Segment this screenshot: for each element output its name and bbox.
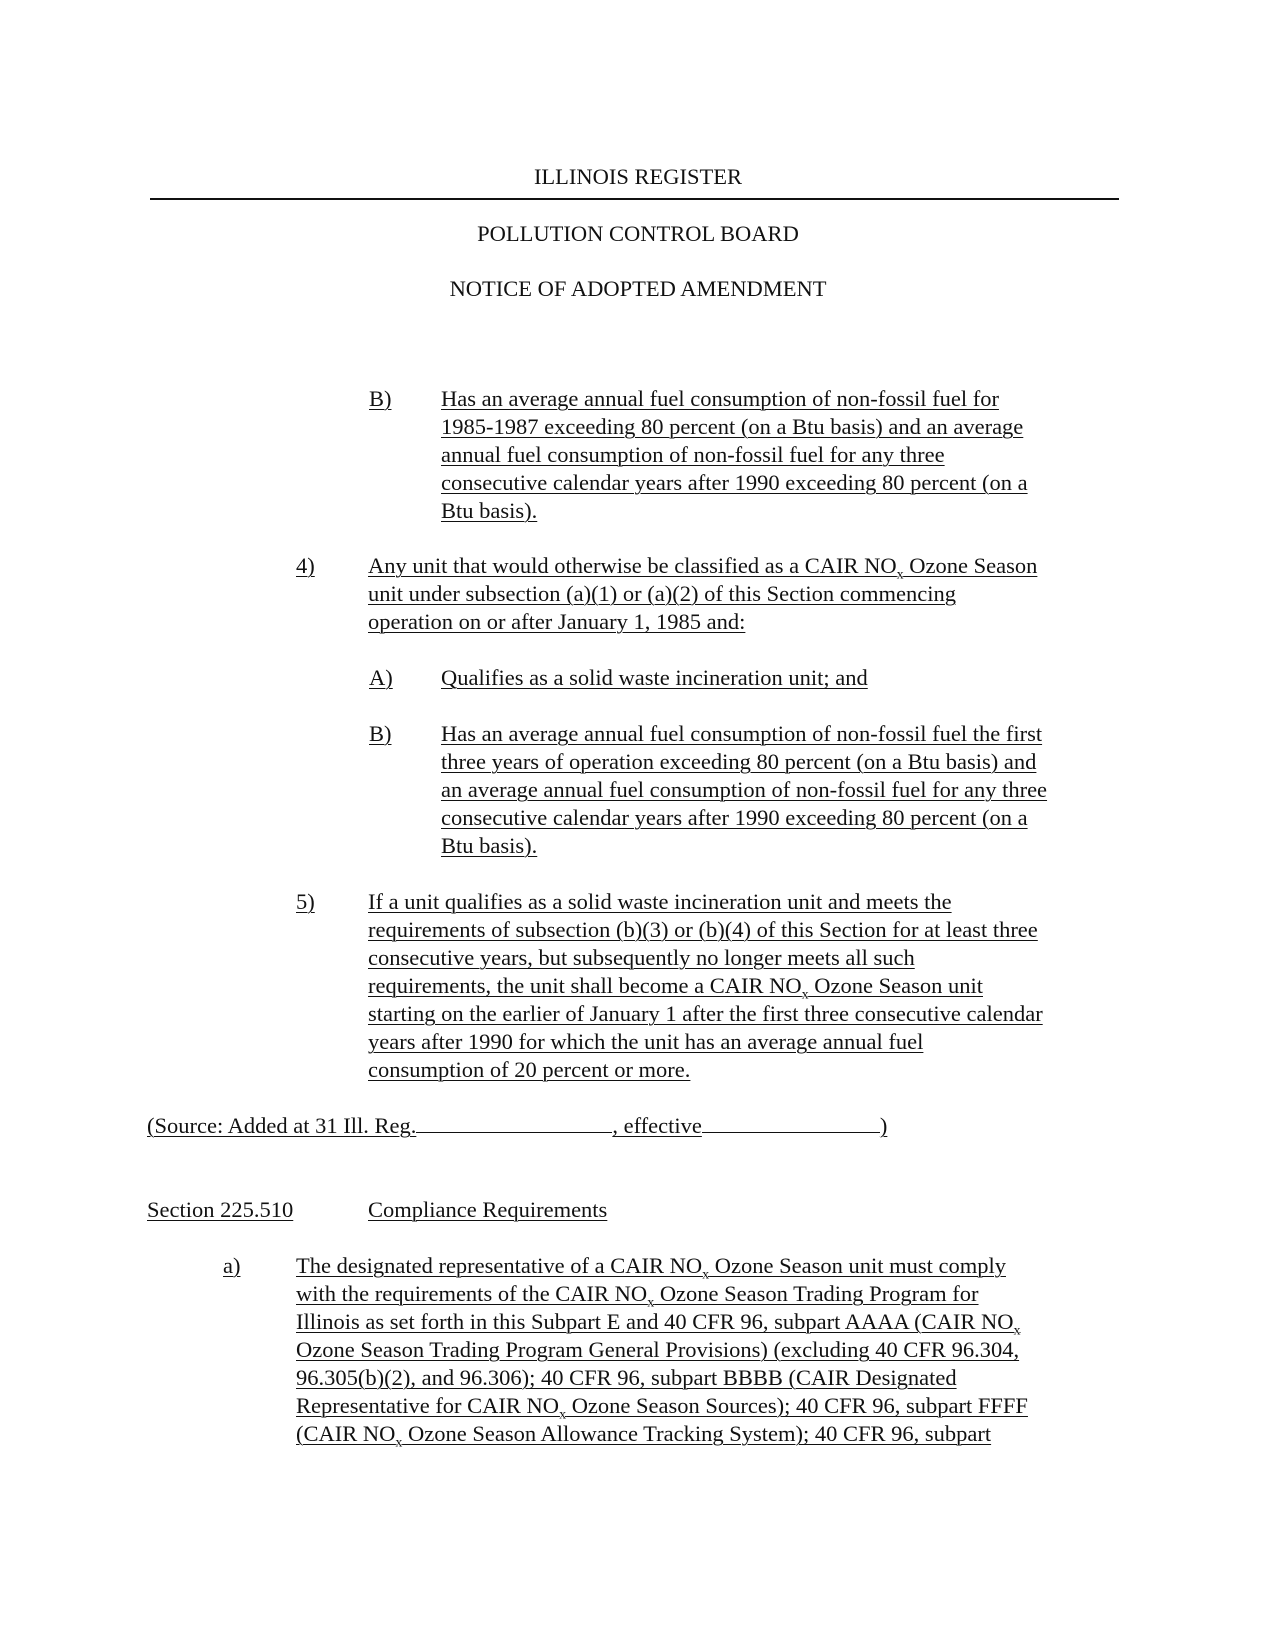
source-middle: , effective [612, 1113, 702, 1138]
blank-field [416, 1112, 612, 1133]
text-line: If a unit qualifies as a solid waste incineration unit and meets the [368, 889, 952, 914]
source-prefix: (Source: Added at 31 Ill. Reg. [147, 1113, 417, 1138]
text-line: unit under subsection (a)(1) or (a)(2) of this Section commencing [368, 581, 956, 606]
item-label: a) [223, 1253, 241, 1278]
text-fragment: Illinois as set forth in this Subpart E and 40 CFR 96, subpart AAAA (CAIR NO [296, 1309, 1014, 1334]
text-fragment: Ozone Season Sources); 40 CFR 96, subpart FFFF [566, 1393, 1028, 1418]
subscript: x [559, 1407, 567, 1423]
text-line: operation on or after January 1, 1985 and: [368, 609, 746, 634]
text-fragment: Any unit that would otherwise be classified as a CAIR NO [368, 553, 897, 578]
header-rule [150, 198, 1119, 200]
text-line [368, 972, 983, 1003]
subscript: x [896, 567, 904, 583]
text-line: consumption of 20 percent or more. [368, 1057, 691, 1082]
text-fragment: Representative for CAIR NO [296, 1393, 560, 1418]
text-line: years after 1990 for which the unit has an average annual fuel [368, 1029, 924, 1054]
source-end: ) [879, 1113, 888, 1138]
text-line [368, 552, 1038, 583]
text-line: three years of operation exceeding 80 percent (on a Btu basis) and [441, 749, 1037, 774]
text-fragment: requirements, the unit shall become a CAIR NO [368, 973, 802, 998]
text-fragment: Ozone Season [903, 553, 1038, 578]
text-line: 1985-1987 exceeding 80 percent (on a Btu basis) and an average [441, 414, 1024, 439]
item-label: B) [369, 721, 392, 746]
text-fragment: Ozone Season Allowance Tracking System); 40 CFR 96, subpart [402, 1421, 992, 1446]
notice-title: NOTICE OF ADOPTED AMENDMENT [449, 276, 827, 301]
text-line [296, 1308, 1021, 1339]
text-fragment: Ozone Season Trading Program for [654, 1281, 979, 1306]
text-fragment: The designated representative of a CAIR NO [296, 1253, 703, 1278]
text-line: annual fuel consumption of non-fossil fuel for any three [441, 442, 945, 467]
text-line [296, 1420, 992, 1451]
subscript: x [801, 987, 809, 1003]
text-line: Has an average annual fuel consumption of non-fossil fuel for [441, 386, 999, 411]
subscript: x [702, 1267, 710, 1283]
text-fragment: Ozone Season unit [808, 973, 983, 998]
text-line: consecutive calendar years after 1990 exceeding 80 percent (on a [441, 805, 1028, 830]
text-line: Btu basis). [441, 833, 538, 858]
subscript: x [1013, 1323, 1021, 1339]
text-fragment: (CAIR NO [296, 1421, 396, 1446]
section-number: Section 225.510 [147, 1197, 294, 1222]
text-line: requirements of subsection (b)(3) or (b)(4) of this Section for at least three [368, 917, 1038, 942]
text-line: an average annual fuel consumption of non-fossil fuel for any three [441, 777, 1048, 802]
subscript: x [647, 1295, 655, 1311]
text-line: Btu basis). [441, 498, 538, 523]
text-line [296, 1252, 1006, 1283]
text-line: consecutive years, but subsequently no longer meets all such [368, 945, 915, 970]
item-label: 4) [296, 553, 315, 578]
source-note [147, 1112, 887, 1140]
text-fragment: Ozone Season unit must comply [709, 1253, 1006, 1278]
section-title: Compliance Requirements [368, 1197, 608, 1222]
text-line: 96.305(b)(2), and 96.306); 40 CFR 96, subpart BBBB (CAIR Designated [296, 1365, 957, 1390]
text-line [296, 1392, 1028, 1423]
board-title: POLLUTION CONTROL BOARD [477, 221, 799, 246]
text-line [296, 1280, 979, 1311]
text-line: starting on the earlier of January 1 after the first three consecutive calendar [368, 1001, 1043, 1026]
text-line: Ozone Season Trading Program General Provisions) (excluding 40 CFR 96.304, [296, 1337, 1020, 1362]
text-line: Qualifies as a solid waste incineration unit; and [441, 665, 868, 690]
text-line: Has an average annual fuel consumption of non-fossil fuel the first [441, 721, 1043, 746]
item-label: A) [369, 665, 393, 690]
register-title: ILLINOIS REGISTER [533, 164, 743, 189]
text-fragment: with the requirements of the CAIR NO [296, 1281, 648, 1306]
text-line: consecutive calendar years after 1990 exceeding 80 percent (on a [441, 470, 1028, 495]
item-label: B) [369, 386, 392, 411]
item-label: 5) [296, 889, 315, 914]
subscript: x [395, 1435, 403, 1451]
blank-field [702, 1112, 880, 1133]
